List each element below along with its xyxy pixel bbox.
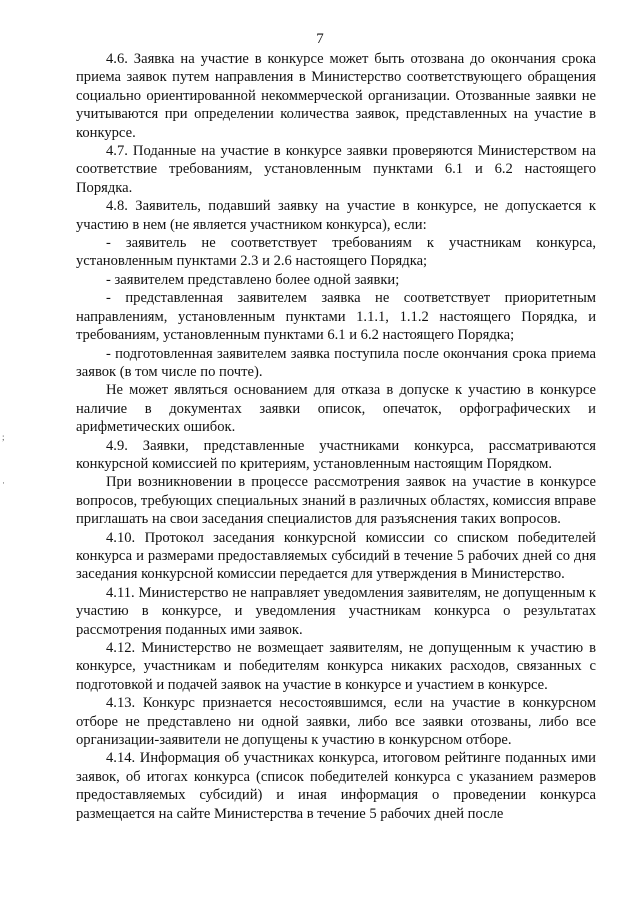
paragraph-4-12: 4.12. Министерство не возмещает заявителям, не допущенным к участию в конкурсе, участникам и победителям конкурса никаких расходов, связанных с подготовкой и подачей заявок на участие в конкурсе и участием в конкурсе. [76,640,596,693]
paragraph-4-9: 4.9. Заявки, представленные участниками конкурса, рассматриваются конкурсной комиссией по критериям, установленным настоящим Порядком. [76,437,596,472]
scan-edge-mark: · [2,478,5,488]
paragraph-4-6: 4.6. Заявка на участие в конкурсе может быть отозвана до окончания срока приема заявок путем направления в Министерство соответствующего обращения социально ориентированной некоммерческой организации. Отозванные заявки не учитываются при определении количества заявок, представленных на участие в конкурсе. [76,51,596,141]
paragraph-4-14: 4.14. Информация об участниках конкурса, итоговом рейтинге поданных ими заявок, об итогах конкурса (список победителей конкурса с указанием размеров предоставляемых субсидий) и иная информация о проведении конкурса размещается на сайте Министерства в течение 5 рабочих дней после [76,750,596,822]
paragraph-4-10: 4.10. Протокол заседания конкурсной комиссии со списком победителей конкурса и размерами предоставляемых субсидий в течение 5 рабочих дней со дня заседания конкурсной комиссии передается для утверждения в Министерство. [76,529,596,583]
paragraph-4-13: 4.13. Конкурс признается несостоявшимся, если на участие в конкурсном отборе не представлено ни одной заявки, либо все заявки отозваны, либо все организации-заявители не допущены к участию в конкурсном отборе. [76,695,596,749]
paragraph-specialists: При возникновении в процессе рассмотрения заявок на участие в конкурсе вопросов, требующих специальных знаний в различных областях, комиссия вправе приглашать на свои заседания специалистов для разъяснения таких вопросов. [76,474,596,528]
paragraph-4-8: 4.8. Заявитель, подавший заявку на участие в конкурсе, не допускается к участию в нем (не является участником конкурса), если: [76,198,596,233]
page-number: 7 [316,31,324,47]
list-item: - подготовленная заявителем заявка поступила после окончания срока приема заявок (в том числе по почте). [76,345,596,380]
list-item: - заявителем представлено более одной заявки; [106,271,400,288]
paragraph-note: Не может являться основанием для отказа в допуске к участию в конкурсе наличие в документах заявки описок, опечаток, орфографических и арифметических ошибок. [76,382,596,436]
paragraph-4-7: 4.7. Поданные на участие в конкурсе заявки проверяются Министерством на соответствие требованиям, установленным пунктами 6.1 и 6.2 настоящего Порядка. [76,143,596,196]
scan-edge-mark: ; [2,432,5,442]
paragraph-4-11: 4.11. Министерство не направляет уведомления заявителям, не допущенным к участию в конкурсе, и уведомления участникам конкурса о результатах рассмотрения поданных ими заявок. [76,584,596,638]
list-item: - представленная заявителем заявка не соответствует приоритетным направлениям, установленным пунктами 1.1.1, 1.1.2 настоящего Порядка, и требованиям, установленным пунктами 6.1 и 6.2 настоящего Порядка; [76,290,596,344]
list-item: - заявитель не соответствует требованиям к участникам конкурса, установленным пунктами 2.3 и 2.6 настоящего Порядка; [76,235,596,270]
document-body [76,50,596,823]
